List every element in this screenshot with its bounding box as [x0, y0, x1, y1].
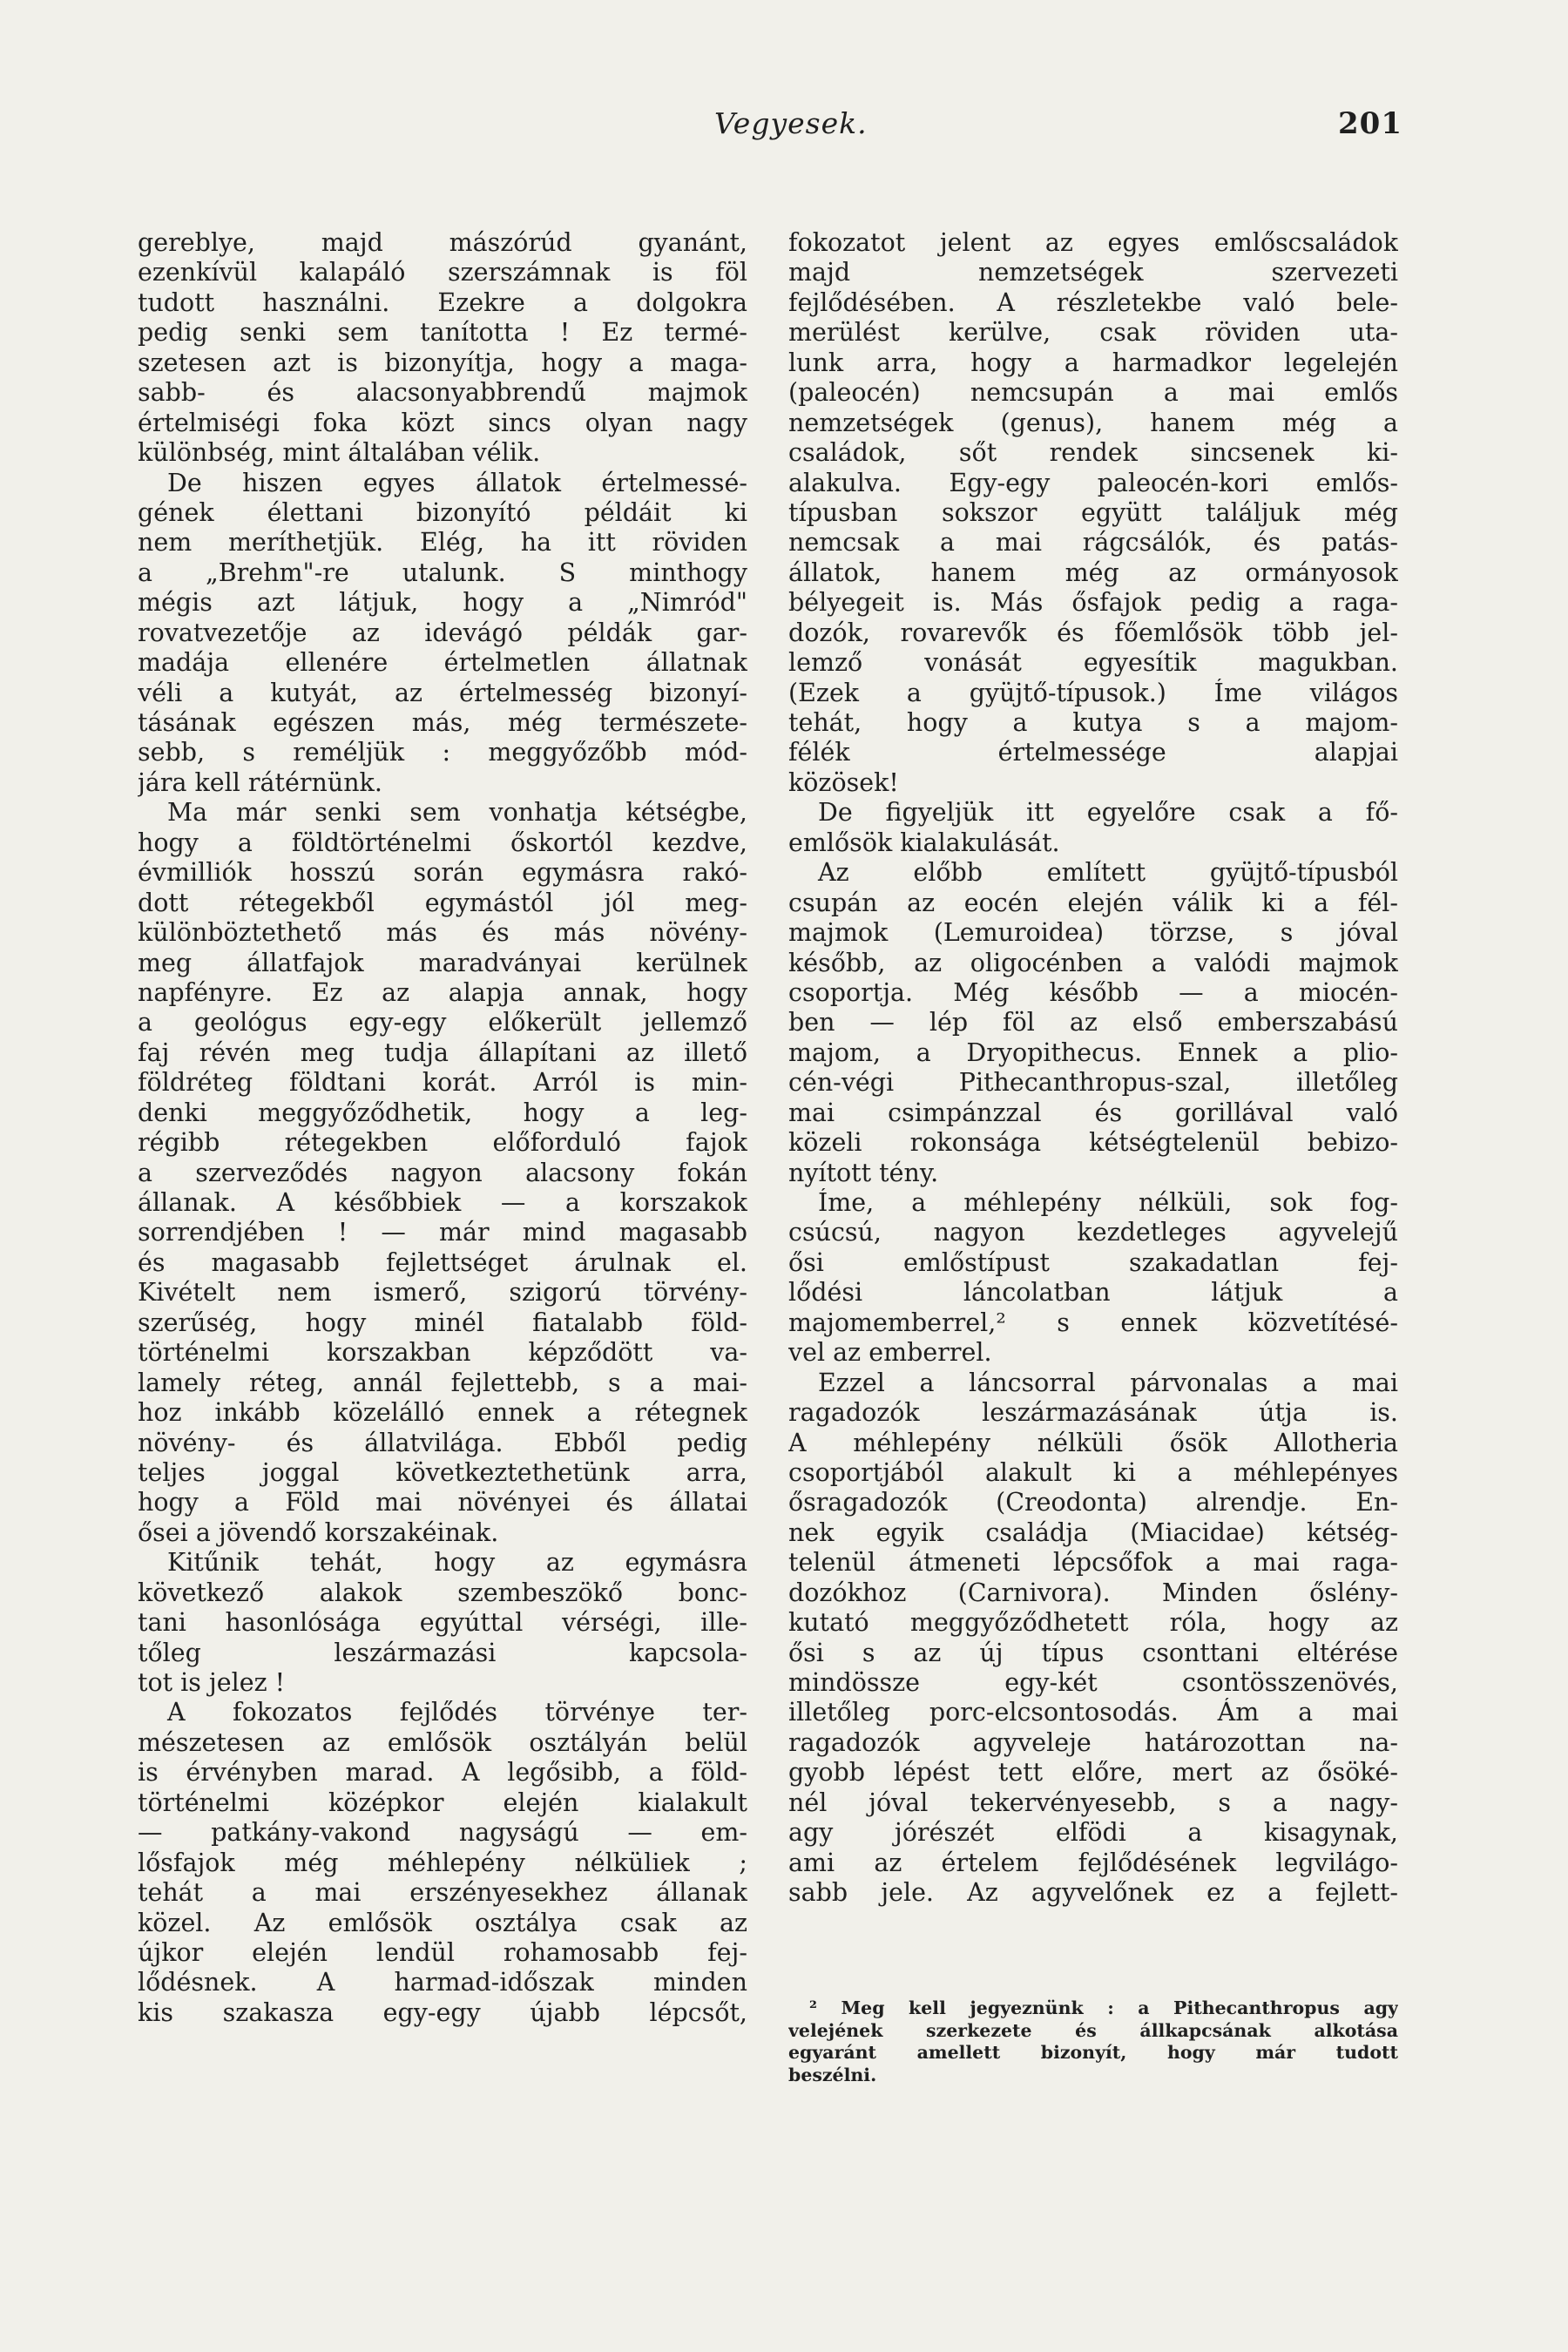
text-line: családok, sőt rendek sincsenek ki-: [788, 438, 1398, 468]
text-line: merülést kerülve, csak röviden uta-: [788, 318, 1398, 348]
text-line: közeli rokonsága kétségtelenül bebizo-: [788, 1128, 1398, 1158]
text-line: Ezzel a láncsorral párvonalas a mai: [818, 1368, 1398, 1397]
text-line: tehát, hogy a kutya s a majom-: [788, 708, 1398, 737]
text-line: nemcsak a mai rágcsálók, és patás-: [788, 528, 1398, 558]
text-line: kis szakasza egy-egy újabb lépcsőt,: [138, 1997, 747, 2027]
text-line: csoportja. Még később — a miocén-: [788, 977, 1398, 1007]
footnote-line: velejének szerkezete és állkapcsának alkotása: [788, 2019, 1398, 2041]
text-line: a „Brehm"-re utalunk. S minthogy: [138, 558, 747, 587]
text-line: Kivételt nem ismerő, szigorú törvény-: [138, 1278, 747, 1308]
footnote-line: egyaránt amellett bizonyít, hogy már tudott: [788, 2042, 1398, 2063]
text-line: közösek!: [788, 767, 899, 797]
text-line: pedig senki sem tanította ! Ez termé-: [138, 318, 747, 348]
text-line: gereblye, majd mászórúd gyanánt,: [138, 228, 747, 257]
text-line: dott rétegekből egymástól jól meg-: [138, 888, 747, 917]
text-line: nek egyik családja (Miacidae) kétség-: [788, 1517, 1398, 1547]
text-line: meg állatfajok maradványai kerülnek: [138, 948, 747, 977]
text-line: majom, a Dryopithecus. Ennek a plio-: [788, 1037, 1398, 1067]
text-line: A fokozatos fejlődés törvénye ter-: [167, 1698, 747, 1727]
running-title: Vegyesek.: [714, 106, 868, 140]
text-line: sorrendjében ! — már mind magasabb: [138, 1218, 747, 1247]
text-line: mégis azt látjuk, hogy a „Nimród": [138, 588, 747, 618]
text-line: vel az emberrel.: [788, 1338, 992, 1368]
text-line: nyított tény.: [788, 1158, 939, 1187]
text-line: faj révén meg tudja állapítani az illető: [138, 1037, 747, 1067]
text-line: különbség, mint általában vélik.: [138, 438, 541, 468]
left-column: [138, 228, 747, 2028]
text-line: nem meríthetjük. Elég, ha itt röviden: [138, 528, 747, 558]
text-line: alakulva. Egy-egy paleocén-kori emlős-: [788, 468, 1398, 497]
footnote-line: beszélni.: [788, 2064, 877, 2085]
text-line: Kitűnik tehát, hogy az egymásra: [167, 1548, 747, 1578]
text-line: tásának egészen más, még természete-: [138, 708, 747, 737]
text-line: következő alakok szembeszökő bonc-: [138, 1578, 747, 1607]
text-line: csúcsú, nagyon kezdetleges agyvelejű: [788, 1218, 1398, 1247]
text-line: ősi s az új típus csonttani eltérése: [788, 1638, 1398, 1667]
text-line: (paleocén) nemcsupán a mai emlős: [788, 378, 1398, 408]
text-line: nél jóval tekervényesebb, s a nagy-: [788, 1788, 1398, 1817]
text-line: újkor elején lendül rohamosabb fej-: [138, 1937, 747, 1967]
text-line: szerűség, hogy minél fiatalabb föld-: [138, 1308, 747, 1337]
text-line: gyobb lépést tett előre, mert az ősöké-: [788, 1758, 1398, 1788]
text-line: telenül átmeneti lépcsőfok a mai raga-: [788, 1548, 1398, 1578]
text-line: különböztethető más és más növény-: [138, 918, 747, 948]
text-line: ragadozók leszármazásának útja is.: [788, 1398, 1398, 1428]
text-line: hoz inkább közelálló ennek a rétegnek: [138, 1398, 747, 1428]
text-line: régibb rétegekben előforduló fajok: [138, 1128, 747, 1158]
footnote: [788, 1997, 1398, 2086]
text-line: lemző vonását egyesítik magukban.: [788, 648, 1398, 678]
text-line: a geológus egy-egy előkerült jellemző: [138, 1008, 747, 1037]
text-line: tudott használni. Ezekre a dolgokra: [138, 287, 747, 317]
text-line: sabb jele. Az agyvelőnek ez a fejlett-: [788, 1878, 1398, 1908]
text-line: De figyeljük itt egyelőre csak a fő-: [818, 798, 1398, 828]
text-line: lamely réteg, annál fejlettebb, s a mai-: [138, 1368, 747, 1397]
text-line: közel. Az emlősök osztálya csak az: [138, 1908, 747, 1937]
text-line: történelmi korszakban képződött va-: [138, 1338, 747, 1368]
text-line: lunk arra, hogy a harmadkor legelején: [788, 348, 1398, 377]
text-line: hogy a földtörténelmi őskortól kezdve,: [138, 828, 747, 857]
text-line: — patkány-vakond nagyságú — em-: [138, 1818, 747, 1848]
text-line: rovatvezetője az idevágó példák gar-: [138, 618, 747, 647]
text-line: történelmi középkor elején kialakult: [138, 1788, 747, 1817]
text-line: ben — lép föl az első emberszabású: [788, 1008, 1398, 1037]
text-line: ősragadozók (Creodonta) alrendje. En-: [788, 1488, 1398, 1517]
running-head: [714, 106, 1402, 150]
footnote-line: ² Meg kell jegyeznünk : a Pithecanthropus agy: [809, 1997, 1398, 2018]
text-line: típusban sokszor együtt találjuk még: [788, 497, 1398, 527]
text-line: növény- és állatvilága. Ebből pedig: [138, 1428, 747, 1457]
text-line: agy jórészét elfödi a kisagynak,: [788, 1818, 1398, 1848]
text-line: kutató meggyőződhetett róla, hogy az: [788, 1608, 1398, 1638]
text-line: tani hasonlósága egyúttal vérségi, ille-: [138, 1608, 747, 1638]
text-line: nemzetségek (genus), hanem még a: [788, 408, 1398, 437]
text-line: mészetesen az emlősök osztályán belül: [138, 1727, 747, 1757]
text-line: csoportjából alakult ki a méhlepényes: [788, 1457, 1398, 1487]
text-line: és magasabb fejlettséget árulnak el.: [138, 1247, 747, 1277]
text-line: csupán az eocén elején válik ki a fél-: [788, 888, 1398, 917]
text-line: bélyegeit is. Más ősfajok pedig a raga-: [788, 588, 1398, 618]
text-line: Ma már senki sem vonhatja kétségbe,: [167, 798, 747, 828]
right-column: [788, 228, 1398, 1909]
text-line: ősei a jövendő korszakéinak.: [138, 1517, 499, 1547]
text-line: majd nemzetségek szervezeti: [788, 258, 1398, 287]
text-line: lődési láncolatban látjuk a: [788, 1278, 1398, 1308]
text-line: félék értelmessége alapjai: [788, 738, 1398, 767]
text-line: hogy a Föld mai növényei és állatai: [138, 1488, 747, 1517]
text-line: gének élettani bizonyító példáit ki: [138, 497, 747, 527]
text-line: illetőleg porc-elcsontosodás. Ám a mai: [788, 1698, 1398, 1727]
text-line: lődésnek. A harmad-időszak minden: [138, 1968, 747, 1997]
text-line: (Ezek a gyüjtő-típusok.) Íme világos: [788, 678, 1398, 707]
text-line: emlősök kialakulását.: [788, 828, 1060, 857]
text-line: véli a kutyát, az értelmesség bizonyí-: [138, 678, 747, 707]
text-line: Íme, a méhlepény nélküli, sok fog-: [818, 1188, 1398, 1217]
text-line: fokozatot jelent az egyes emlőscsaládok: [788, 228, 1398, 257]
text-line: De hiszen egyes állatok értelmessé-: [167, 468, 747, 497]
text-line: tot is jelez !: [138, 1668, 286, 1697]
text-line: a szerveződés nagyon alacsony fokán: [138, 1158, 747, 1187]
text-line: tehát a mai erszényesekhez állanak: [138, 1878, 747, 1908]
text-line: ősi emlőstípust szakadatlan fej-: [788, 1247, 1398, 1277]
text-line: ezenkívül kalapáló szerszámnak is föl: [138, 258, 747, 287]
text-line: szetesen azt is bizonyítja, hogy a maga-: [138, 348, 747, 377]
text-line: sebb, s reméljük : meggyőzőbb mód-: [138, 738, 747, 767]
text-line: értelmiségi foka közt sincs olyan nagy: [138, 408, 747, 437]
text-line: jára kell rátérnünk.: [138, 767, 382, 797]
text-line: földréteg földtani korát. Arról is min-: [138, 1068, 747, 1098]
text-line: dozók, rovarevők és főemlősök több jel-: [788, 618, 1398, 647]
text-line: majmok (Lemuroidea) törzse, s jóval: [788, 918, 1398, 948]
page-number: 201: [1338, 106, 1402, 141]
text-line: napfényre. Ez az alapja annak, hogy: [138, 977, 747, 1007]
text-line: mindössze egy-két csontösszenövés,: [788, 1668, 1398, 1697]
text-line: teljes joggal következtethetünk arra,: [138, 1457, 747, 1487]
text-line: Az előbb említett gyüjtő-típusból: [818, 858, 1398, 888]
text-line: cén-végi Pithecanthropus-szal, illetőleg: [788, 1068, 1398, 1098]
text-line: sabb- és alacsonyabbrendű majmok: [138, 378, 747, 408]
text-line: ragadozók agyveleje határozottan na-: [788, 1727, 1398, 1757]
text-line: mai csimpánzzal és gorillával való: [788, 1098, 1398, 1127]
text-line: majomemberrel,² s ennek közvetítésé-: [788, 1308, 1398, 1337]
text-line: állanak. A későbbiek — a korszakok: [138, 1188, 747, 1217]
text-line: denki meggyőződhetik, hogy a leg-: [138, 1098, 747, 1127]
text-line: ami az értelem fejlődésének legvilágo-: [788, 1848, 1398, 1877]
text-line: állatok, hanem még az ormányosok: [788, 558, 1398, 587]
text-line: tőleg leszármazási kapcsola-: [138, 1638, 747, 1667]
text-line: madája ellenére értelmetlen állatnak: [138, 648, 747, 678]
text-line: később, az oligocénben a valódi majmok: [788, 948, 1398, 977]
text-line: is érvényben marad. A legősibb, a föld-: [138, 1758, 747, 1788]
text-line: A méhlepény nélküli ősök Allotheria: [788, 1428, 1398, 1457]
text-line: évmilliók hosszú során egymásra rakó-: [138, 858, 747, 888]
text-line: dozókhoz (Carnivora). Minden őslény-: [788, 1578, 1398, 1607]
text-line: fejlődésében. A részletekbe való bele-: [788, 287, 1398, 317]
text-line: lősfajok még méhlepény nélküliek ;: [138, 1848, 747, 1877]
